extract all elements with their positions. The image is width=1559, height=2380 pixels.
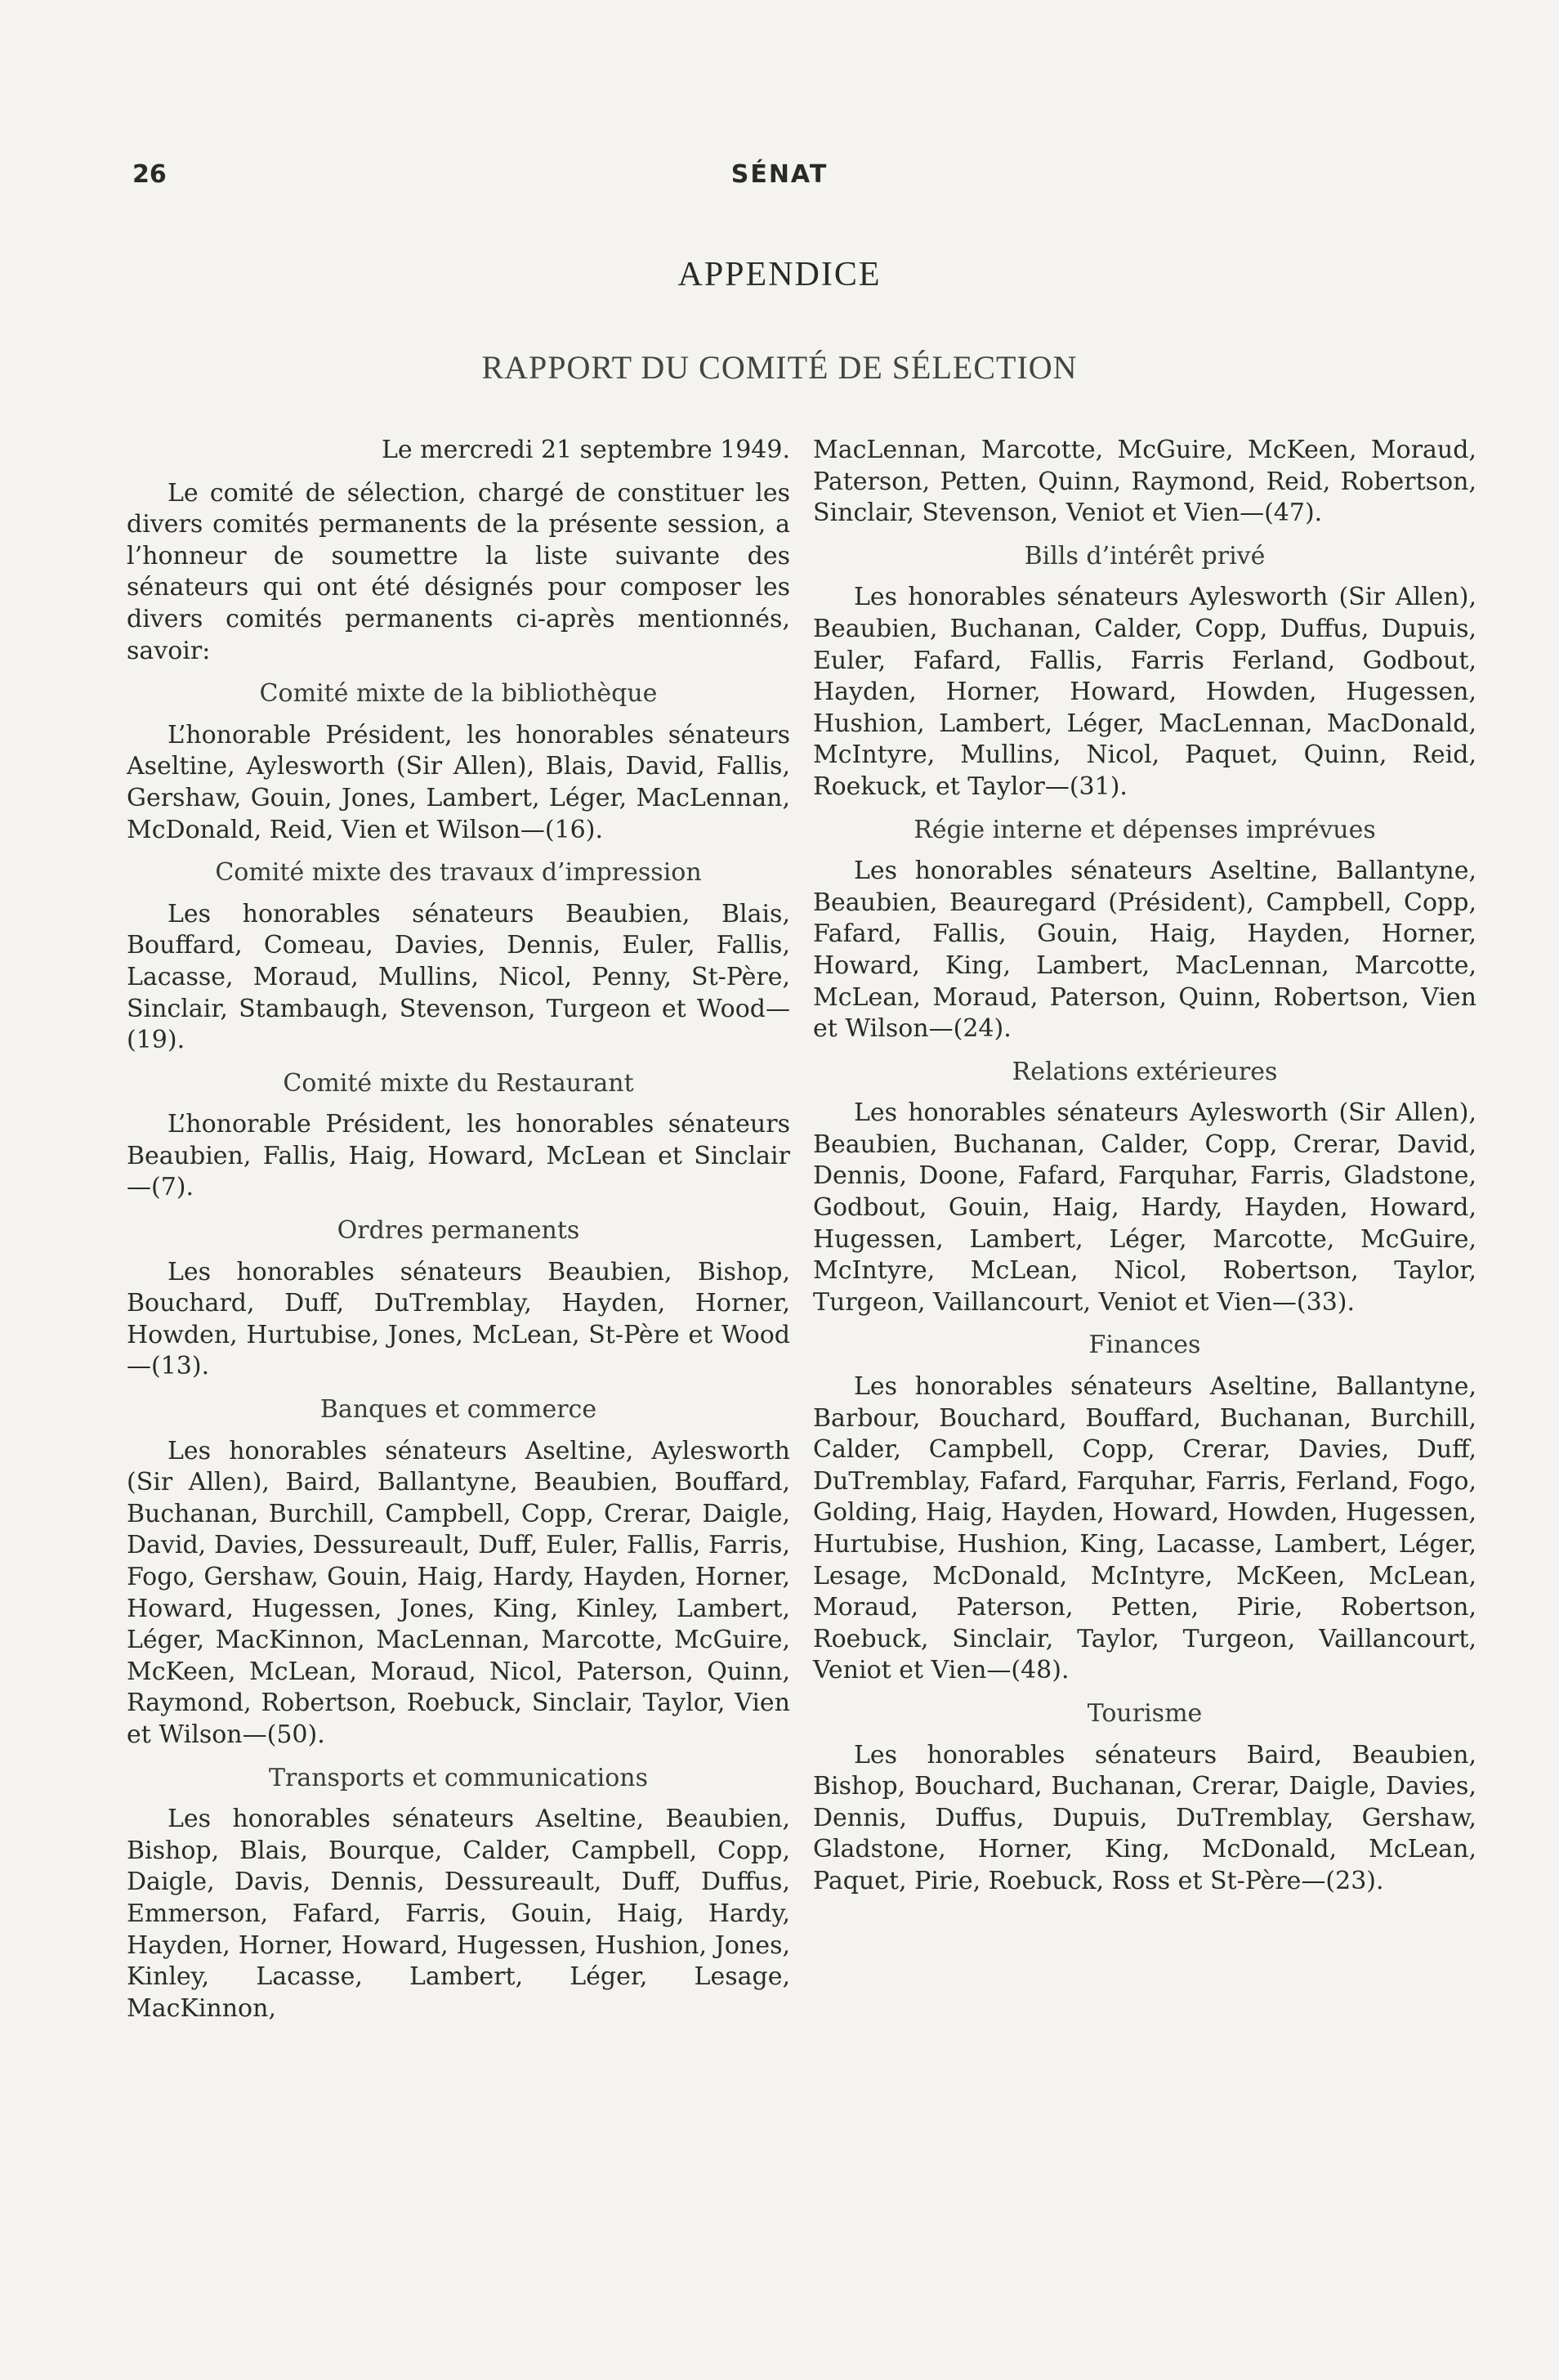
- section-text-finances: Les honorables sénateurs Aseltine, Ballantyne, Barbour, Bouchard, Bouffard, Buchanan, Burchill, Calder, Campbell, Copp, Crerar, Davies, Duff, DuTremblay, Fafard, Farquhar, Farris, Ferland, Fogo, Golding, Haig, Hayden, Howard, Howden, Hugessen, Hurtubise, Hushion, King, Lacasse, Lambert, Léger, Lesage, McDonald, McIntyre, McKeen, McLean, Moraud, Paterson, Petten, Pirie, Robertson, Roebuck, Sinclair, Taylor, Turgeon, Vaillancourt, Veniot et Vien—(48).: [813, 1372, 1476, 1685]
- right-column: [813, 435, 1476, 1898]
- section-text-bills: Les honorables sénateurs Aylesworth (Sir Allen), Beaubien, Buchanan, Calder, Copp, Duffus, Dupuis, Euler, Fafard, Fallis, Farris Ferland, Godbout, Hayden, Horner, Howard, Howden, Hugessen, Hushion, Lambert, Léger, MacLennan, MacDonald, McIntyre, Mullins, Nicol, Paquet, Quinn, Reid, Roekuck, et Taylor—(31).: [813, 583, 1476, 801]
- section-heading-transports: Transports et communications: [268, 1763, 648, 1792]
- section-heading-bibliotheque: Comité mixte de la bibliothèque: [259, 679, 658, 709]
- page-number: 26: [132, 160, 167, 189]
- section-heading-ordres: Ordres permanents: [337, 1216, 580, 1246]
- section-text-ordres: Les honorables sénateurs Beaubien, Bishop, Bouchard, Duff, DuTremblay, Hayden, Horner, Howden, Hurtubise, Jones, McLean, St-Père et Wood—(13).: [127, 1257, 790, 1381]
- section-heading-restaurant: Comité mixte du Restaurant: [283, 1068, 634, 1098]
- section-heading-finances: Finances: [1088, 1331, 1201, 1360]
- page-title: APPENDICE: [677, 256, 882, 293]
- section-text-impression: Les honorables sénateurs Beaubien, Blais, Bouffard, Comeau, Davies, Dennis, Euler, Fallis, Lacasse, Moraud, Mullins, Nicol, Penny, St-Père, Sinclair, Stambaugh, Stevenson, Turgeon et Wood—(19).: [127, 899, 790, 1055]
- section-text-banques: Les honorables sénateurs Aseltine, Aylesworth (Sir Allen), Baird, Ballantyne, Beaubien, Bouffard, Buchanan, Burchill, Campbell, Copp, Crerar, Daigle, David, Davies, Dessureault, Duff, Euler, Fallis, Farris, Fogo, Gershaw, Gouin, Haig, Hardy, Hayden, Horner, Howard, Hugessen, Jones, King, Kinley, Lambert, Léger, MacKinnon, MacLennan, Marcotte, McGuire, McKeen, McLean, Moraud, Nicol, Paterson, Quinn, Raymond, Robertson, Roebuck, Sinclair, Taylor, Vien et Wilson—(50).: [127, 1436, 790, 1749]
- section-text-regie: Les honorables sénateurs Aseltine, Ballantyne, Beaubien, Beauregard (Président), Campbell, Copp, Fafard, Fallis, Gouin, Haig, Hayden, Horner, Howard, King, Lambert, MacLennan, Marcotte, McLean, Moraud, Paterson, Quinn, Robertson, Vien et Wilson—(24).: [813, 857, 1476, 1044]
- section-heading-relations: Relations extérieures: [1012, 1057, 1278, 1086]
- section-heading-regie: Régie interne et dépenses imprévues: [914, 815, 1376, 844]
- intro-paragraph: Le comité de sélection, chargé de constituer les divers comités permanents de la présente session, a l’honneur de soumettre la liste suivante des sénateurs qui ont été désignés pour composer les divers comités permanents ci-après mentionnés, savoir:: [127, 478, 790, 665]
- running-head: SÉNAT: [730, 160, 829, 189]
- section-text-relations: Les honorables sénateurs Aylesworth (Sir Allen), Beaubien, Buchanan, Calder, Copp, Crerar, David, Dennis, Doone, Fafard, Farquhar, Farris, Gladstone, Godbout, Gouin, Haig, Hardy, Hayden, Howard, Hugessen, Lambert, Léger, Marcotte, McGuire, McIntyre, McLean, Nicol, Robertson, Taylor, Turgeon, Vaillancourt, Veniot et Vien—(33).: [813, 1098, 1476, 1317]
- section-heading-banques: Banques et commerce: [319, 1395, 597, 1425]
- section-heading-bills: Bills d’intérêt privé: [1024, 541, 1266, 570]
- section-text-transports: Les honorables sénateurs Aseltine, Beaubien, Bishop, Blais, Bourque, Calder, Campbell, Copp, Daigle, Davis, Dennis, Dessureault, Duff, Duffus, Emmerson, Fafard, Farris, Gouin, Haig, Hardy, Hayden, Horner, Howard, Hugessen, Hushion, Jones, Kinley, Lacasse, Lambert, Léger, Lesage, MacKinnon,: [127, 1805, 790, 2023]
- section-text-tourisme: Les honorables sénateurs Baird, Beaubien, Bishop, Bouchard, Buchanan, Crerar, Daigle, Davies, Dennis, Duffus, Dupuis, DuTremblay, Gershaw, Gladstone, Horner, King, McDonald, McLean, Paquet, Pirie, Roebuck, Ross et St-Père—(23).: [813, 1740, 1476, 1895]
- report-date: Le mercredi 21 septembre 1949.: [381, 436, 790, 464]
- left-column: [127, 435, 790, 2024]
- section-text-bibliotheque: L’honorable Président, les honorables sénateurs Aseltine, Aylesworth (Sir Allen), Blais, David, Fallis, Gershaw, Gouin, Jones, Lambert, Léger, MacLennan, McDonald, Reid, Vien et Wilson—(16).: [127, 720, 790, 844]
- page-subtitle: RAPPORT DU COMITÉ DE SÉLECTION: [481, 349, 1078, 386]
- section-text-restaurant: L’honorable Président, les honorables sénateurs Beaubien, Fallis, Haig, Howard, McLean et Sinclair—(7).: [127, 1110, 790, 1202]
- section-text-transports-continued: MacLennan, Marcotte, McGuire, McKeen, Moraud, Paterson, Petten, Quinn, Raymond, Reid, Robertson, Sinclair, Stevenson, Veniot et Vien—(47).: [813, 436, 1476, 528]
- section-heading-tourisme: Tourisme: [1087, 1698, 1203, 1728]
- section-heading-impression: Comité mixte des travaux d’impression: [215, 858, 702, 888]
